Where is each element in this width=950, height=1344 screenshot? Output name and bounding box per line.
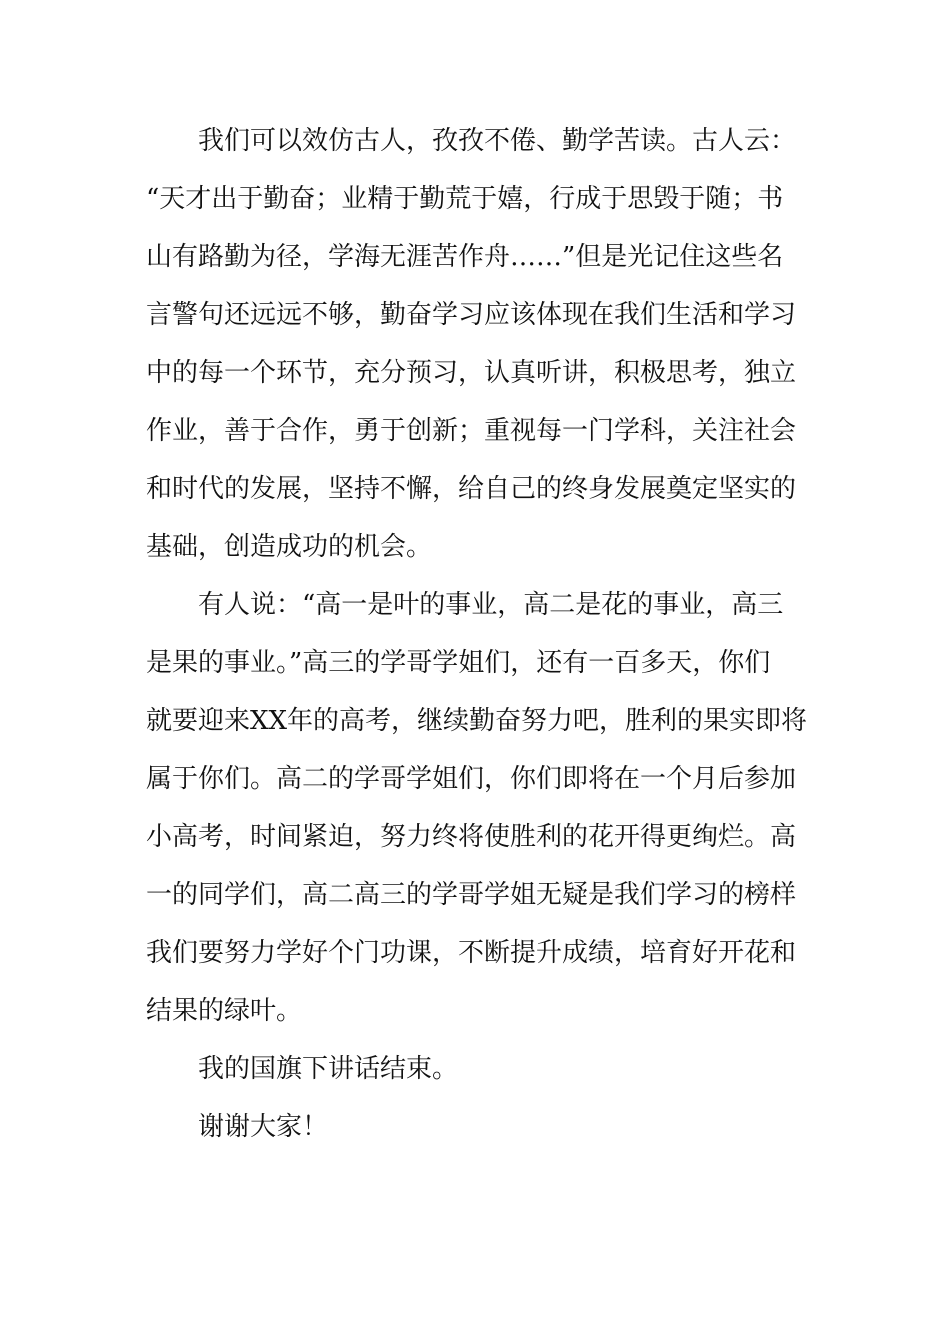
text-line: 谢谢大家！: [198, 1112, 329, 1142]
text-line: 山有路勤为径，学海无涯苦作舟……”但是光记住这些名: [146, 242, 784, 272]
text-line: 我的国旗下讲话结束。: [198, 1054, 459, 1084]
text-line: 是果的事业。”高三的学哥学姐们，还有一百多天，你们: [146, 648, 771, 678]
text-line: 结果的绿叶。: [146, 996, 303, 1026]
text-line: 小高考，时间紧迫，努力终将使胜利的花开得更绚烂。高: [146, 822, 797, 852]
text-line: 和时代的发展，坚持不懈，给自己的终身发展奠定坚实的: [146, 474, 797, 504]
text-line: 作业，善于合作，勇于创新；重视每一门学科，关注社会: [146, 416, 797, 446]
text-line: “天才出于勤奋；业精于勤荒于嬉，行成于思毁于随；书: [146, 184, 784, 214]
text-line: 就要迎来XX年的高考，继续勤奋努力吧，胜利的果实即将: [146, 706, 808, 736]
text-line: 我们要努力学好个门功课，不断提升成绩，培育好开花和: [146, 938, 797, 968]
text-line: 言警句还远远不够，勤奋学习应该体现在我们生活和学习: [146, 300, 797, 330]
text-line: 一的同学们，高二高三的学哥学姐无疑是我们学习的榜样: [146, 880, 797, 910]
text-line: 基础，创造成功的机会。: [146, 532, 433, 562]
text-line: 我们可以效仿古人，孜孜不倦、勤学苦读。古人云：: [198, 126, 797, 156]
text-line: 属于你们。高二的学哥学姐们，你们即将在一个月后参加: [146, 764, 797, 794]
text-line: 有人说：“高一是叶的事业，高二是花的事业，高三: [198, 590, 784, 620]
text-line: 中的每一个环节，充分预习，认真听讲，积极思考，独立: [146, 358, 797, 388]
